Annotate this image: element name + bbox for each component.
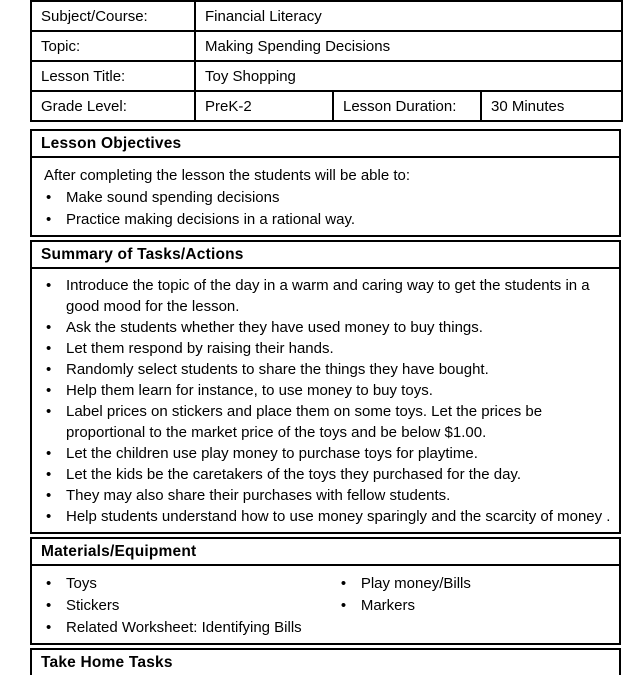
subject-value: Financial Literacy xyxy=(195,1,622,31)
lesson-objectives-body xyxy=(32,158,619,235)
list-item: • Toys xyxy=(44,573,339,595)
table-row-grade-duration xyxy=(31,91,622,121)
list-item: • Label prices on stickers and place them on some toys. Let the prices be proportional to the market price of the toys and be below $1.00. xyxy=(44,401,611,443)
topic-label: Topic: xyxy=(31,31,195,61)
objectives-bullet-list xyxy=(44,187,611,231)
list-item: • They may also share their purchases with fellow students. xyxy=(44,485,611,506)
list-item: • Let the kids be the caretakers of the toys they purchased for the day. xyxy=(44,464,611,485)
summary-body xyxy=(32,269,619,532)
list-item: • Practice making decisions in a rational way. xyxy=(44,209,611,231)
materials-left-list xyxy=(44,573,339,639)
lesson-title-label: Lesson Title: xyxy=(31,61,195,91)
lesson-meta-table xyxy=(30,0,623,122)
materials-body xyxy=(32,566,619,643)
summary-title: Summary of Tasks/Actions xyxy=(32,242,619,269)
list-item: • Help them learn for instance, to use money to buy toys. xyxy=(44,380,611,401)
lesson-plan-document xyxy=(30,0,621,675)
list-item: • Ask the students whether they have used money to buy things. xyxy=(44,317,611,338)
lesson-duration-value: 30 Minutes xyxy=(481,91,622,121)
list-item: • Let the children use play money to purchase toys for playtime. xyxy=(44,443,611,464)
table-row-topic xyxy=(31,31,622,61)
subject-label: Subject/Course: xyxy=(31,1,195,31)
list-item: • Introduce the topic of the day in a warm and caring way to get the students in a good mood for the lesson. xyxy=(44,275,611,317)
materials-title: Materials/Equipment xyxy=(32,539,619,566)
grade-level-label: Grade Level: xyxy=(31,91,195,121)
grade-level-value: PreK-2 xyxy=(195,91,333,121)
list-item: • Make sound spending decisions xyxy=(44,187,611,209)
list-item: • Related Worksheet: Identifying Bills xyxy=(44,617,339,639)
take-home-tasks-title: Take Home Tasks xyxy=(32,650,619,675)
list-item: • Markers xyxy=(339,595,611,617)
list-item: • Play money/Bills xyxy=(339,573,611,595)
lesson-objectives-title: Lesson Objectives xyxy=(32,131,619,158)
table-row-lesson-title xyxy=(31,61,622,91)
materials-right-list xyxy=(339,573,611,639)
list-item: • Help students understand how to use money sparingly and the scarcity of money . xyxy=(44,506,611,527)
objectives-intro-text: After completing the lesson the students will be able to: xyxy=(44,167,411,184)
list-item: • Stickers xyxy=(44,595,339,617)
lesson-title-value: Toy Shopping xyxy=(195,61,622,91)
list-item: • Randomly select students to share the things they have bought. xyxy=(44,359,611,380)
summary-of-tasks-section xyxy=(30,240,621,534)
lesson-objectives-section xyxy=(30,129,621,237)
topic-value: Making Spending Decisions xyxy=(195,31,622,61)
table-row-subject xyxy=(31,1,622,31)
take-home-tasks-section xyxy=(30,648,621,675)
lesson-duration-label: Lesson Duration: xyxy=(333,91,481,121)
summary-bullet-list xyxy=(44,275,611,527)
list-item: • Let them respond by raising their hands. xyxy=(44,338,611,359)
materials-equipment-section xyxy=(30,537,621,645)
